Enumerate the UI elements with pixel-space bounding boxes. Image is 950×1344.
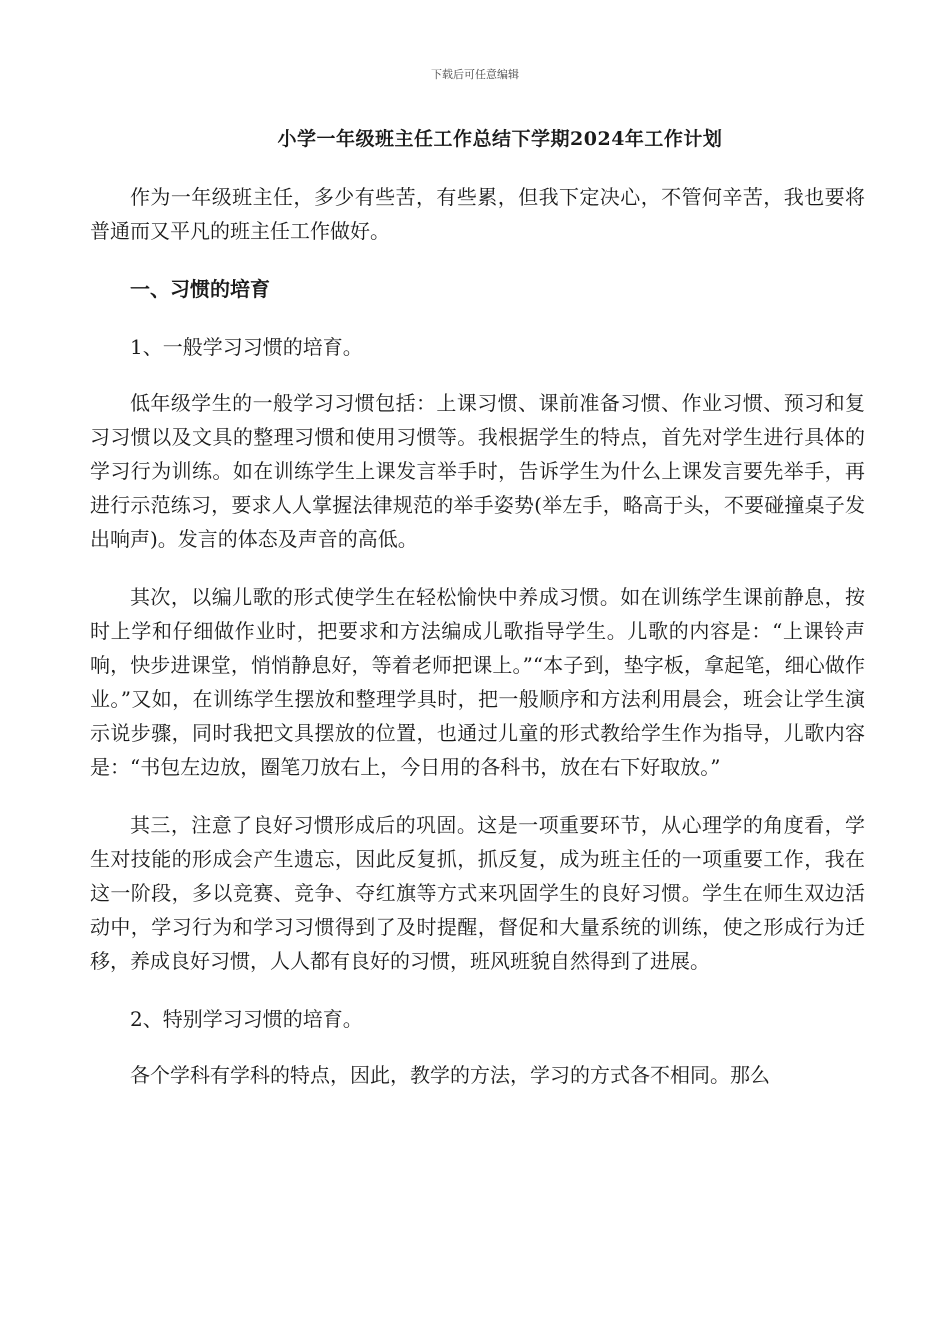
paragraph-general-habits: 低年级学生的一般学习习惯包括：上课习惯、课前准备习惯、作业习惯、预习和复习习惯以及文具的整理习惯和使用习惯等。我根据学生的特点，首先对学生进行具体的学习行为训练。如在训练学生上课发言举手时，告诉学生为什么上课发言要先举手，再进行示范练习，要求人人掌握法律规范的举手姿势(举左手，略高于头，不要碰撞桌子发出响声)。发言的体态及声音的高低。 [90, 391, 865, 551]
document-body [90, 180, 865, 1116]
subheading-general-habits: 1、一般学习习惯的培育。 [130, 335, 363, 359]
paragraph-consolidation: 其三，注意了良好习惯形成后的巩固。这是一项重要环节，从心理学的角度看，学生对技能的形成会产生遗忘，因此反复抓，抓反复，成为班主任的一项重要工作，我在这一阶段，多以竞赛、竞争、夺红旗等方式来巩固学生的良好习惯。学生在师生双边活动中，学习行为和学习习惯得到了及时提醒，督促和大量系统的训练，使之形成行为迁移，养成良好习惯，人人都有良好的习惯，班风班貌自然得到了进展。 [90, 813, 865, 973]
header-note: 下载后可任意编辑 [431, 68, 519, 81]
document-title: 小学一年级班主任工作总结下学期2024年工作计划 [277, 128, 723, 150]
paragraph-subject-methods: 各个学科有学科的特点，因此，教学的方法，学习的方式各不相同。那么 [130, 1063, 770, 1087]
section-heading-habits: 一、习惯的培育 [130, 277, 270, 301]
intro-paragraph: 作为一年级班主任，多少有些苦，有些累，但我下定决心，不管何辛苦，我也要将普通而又平凡的班主任工作做好。 [90, 185, 865, 243]
paragraph-nursery-rhymes: 其次，以编儿歌的形式使学生在轻松愉快中养成习惯。如在训练学生课前静息，按时上学和仔细做作业时，把要求和方法编成儿歌指导学生。儿歌的内容是：“上课铃声响，快步进课堂，悄悄静息好，等着老师把课上。”“本子到，垫字板，拿起笔，细心做作业。”又如，在训练学生摆放和整理学具时，把一般顺序和方法利用晨会，班会让学生演示说步骤，同时我把文具摆放的位置，也通过儿童的形式教给学生作为指导，儿歌内容是：“书包左边放，圈笔刀放右上，今日用的各科书，放在右下好取放。” [90, 585, 865, 779]
subheading-special-habits: 2、特别学习习惯的培育。 [130, 1007, 363, 1031]
